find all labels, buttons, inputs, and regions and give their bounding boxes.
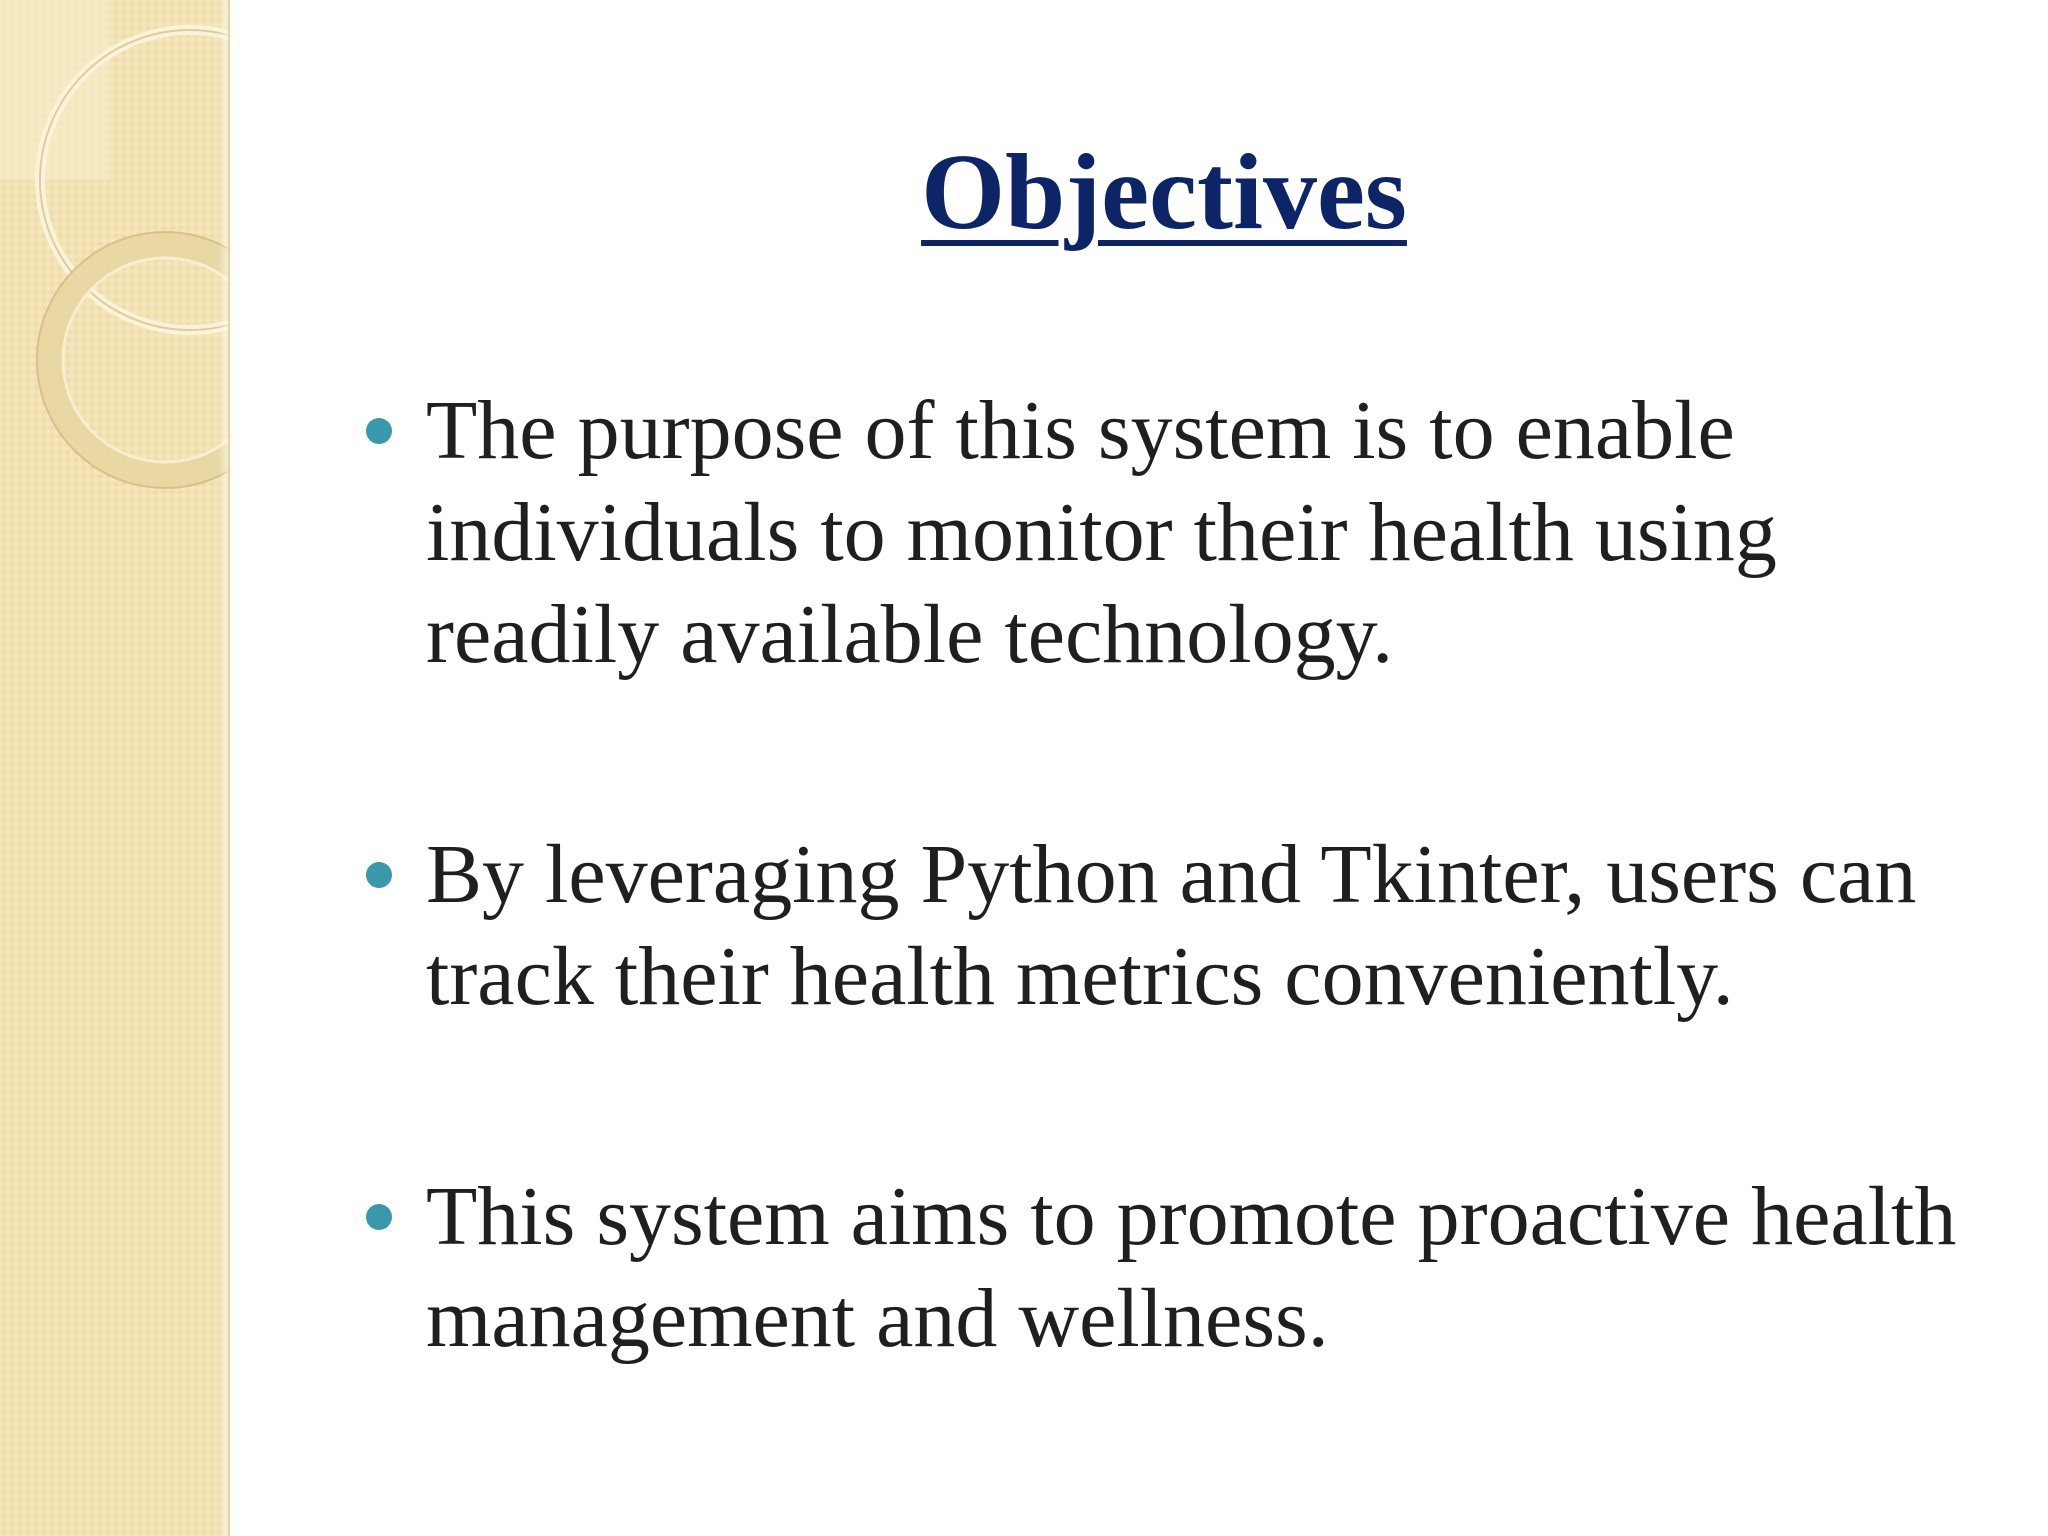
- bullet-dot-icon: [366, 862, 392, 888]
- bullet-dot-icon: [366, 418, 392, 444]
- bullet-list: [360, 380, 2000, 1370]
- bullet-item: [360, 380, 2000, 686]
- bullet-dot-icon: [366, 1204, 392, 1230]
- bullet-item: [360, 1166, 2000, 1370]
- bullet-text: The purpose of this system is to enable individuals to monitor their health using readily available technology.: [426, 384, 1777, 681]
- bullet-text: This system aims to promote proactive health management and wellness.: [426, 1170, 1957, 1365]
- bullet-text: By leveraging Python and Tkinter, users can track their health metrics conveniently.: [426, 828, 1917, 1023]
- bullet-item: [360, 824, 2000, 1028]
- slide-title: Objectives: [921, 133, 1407, 252]
